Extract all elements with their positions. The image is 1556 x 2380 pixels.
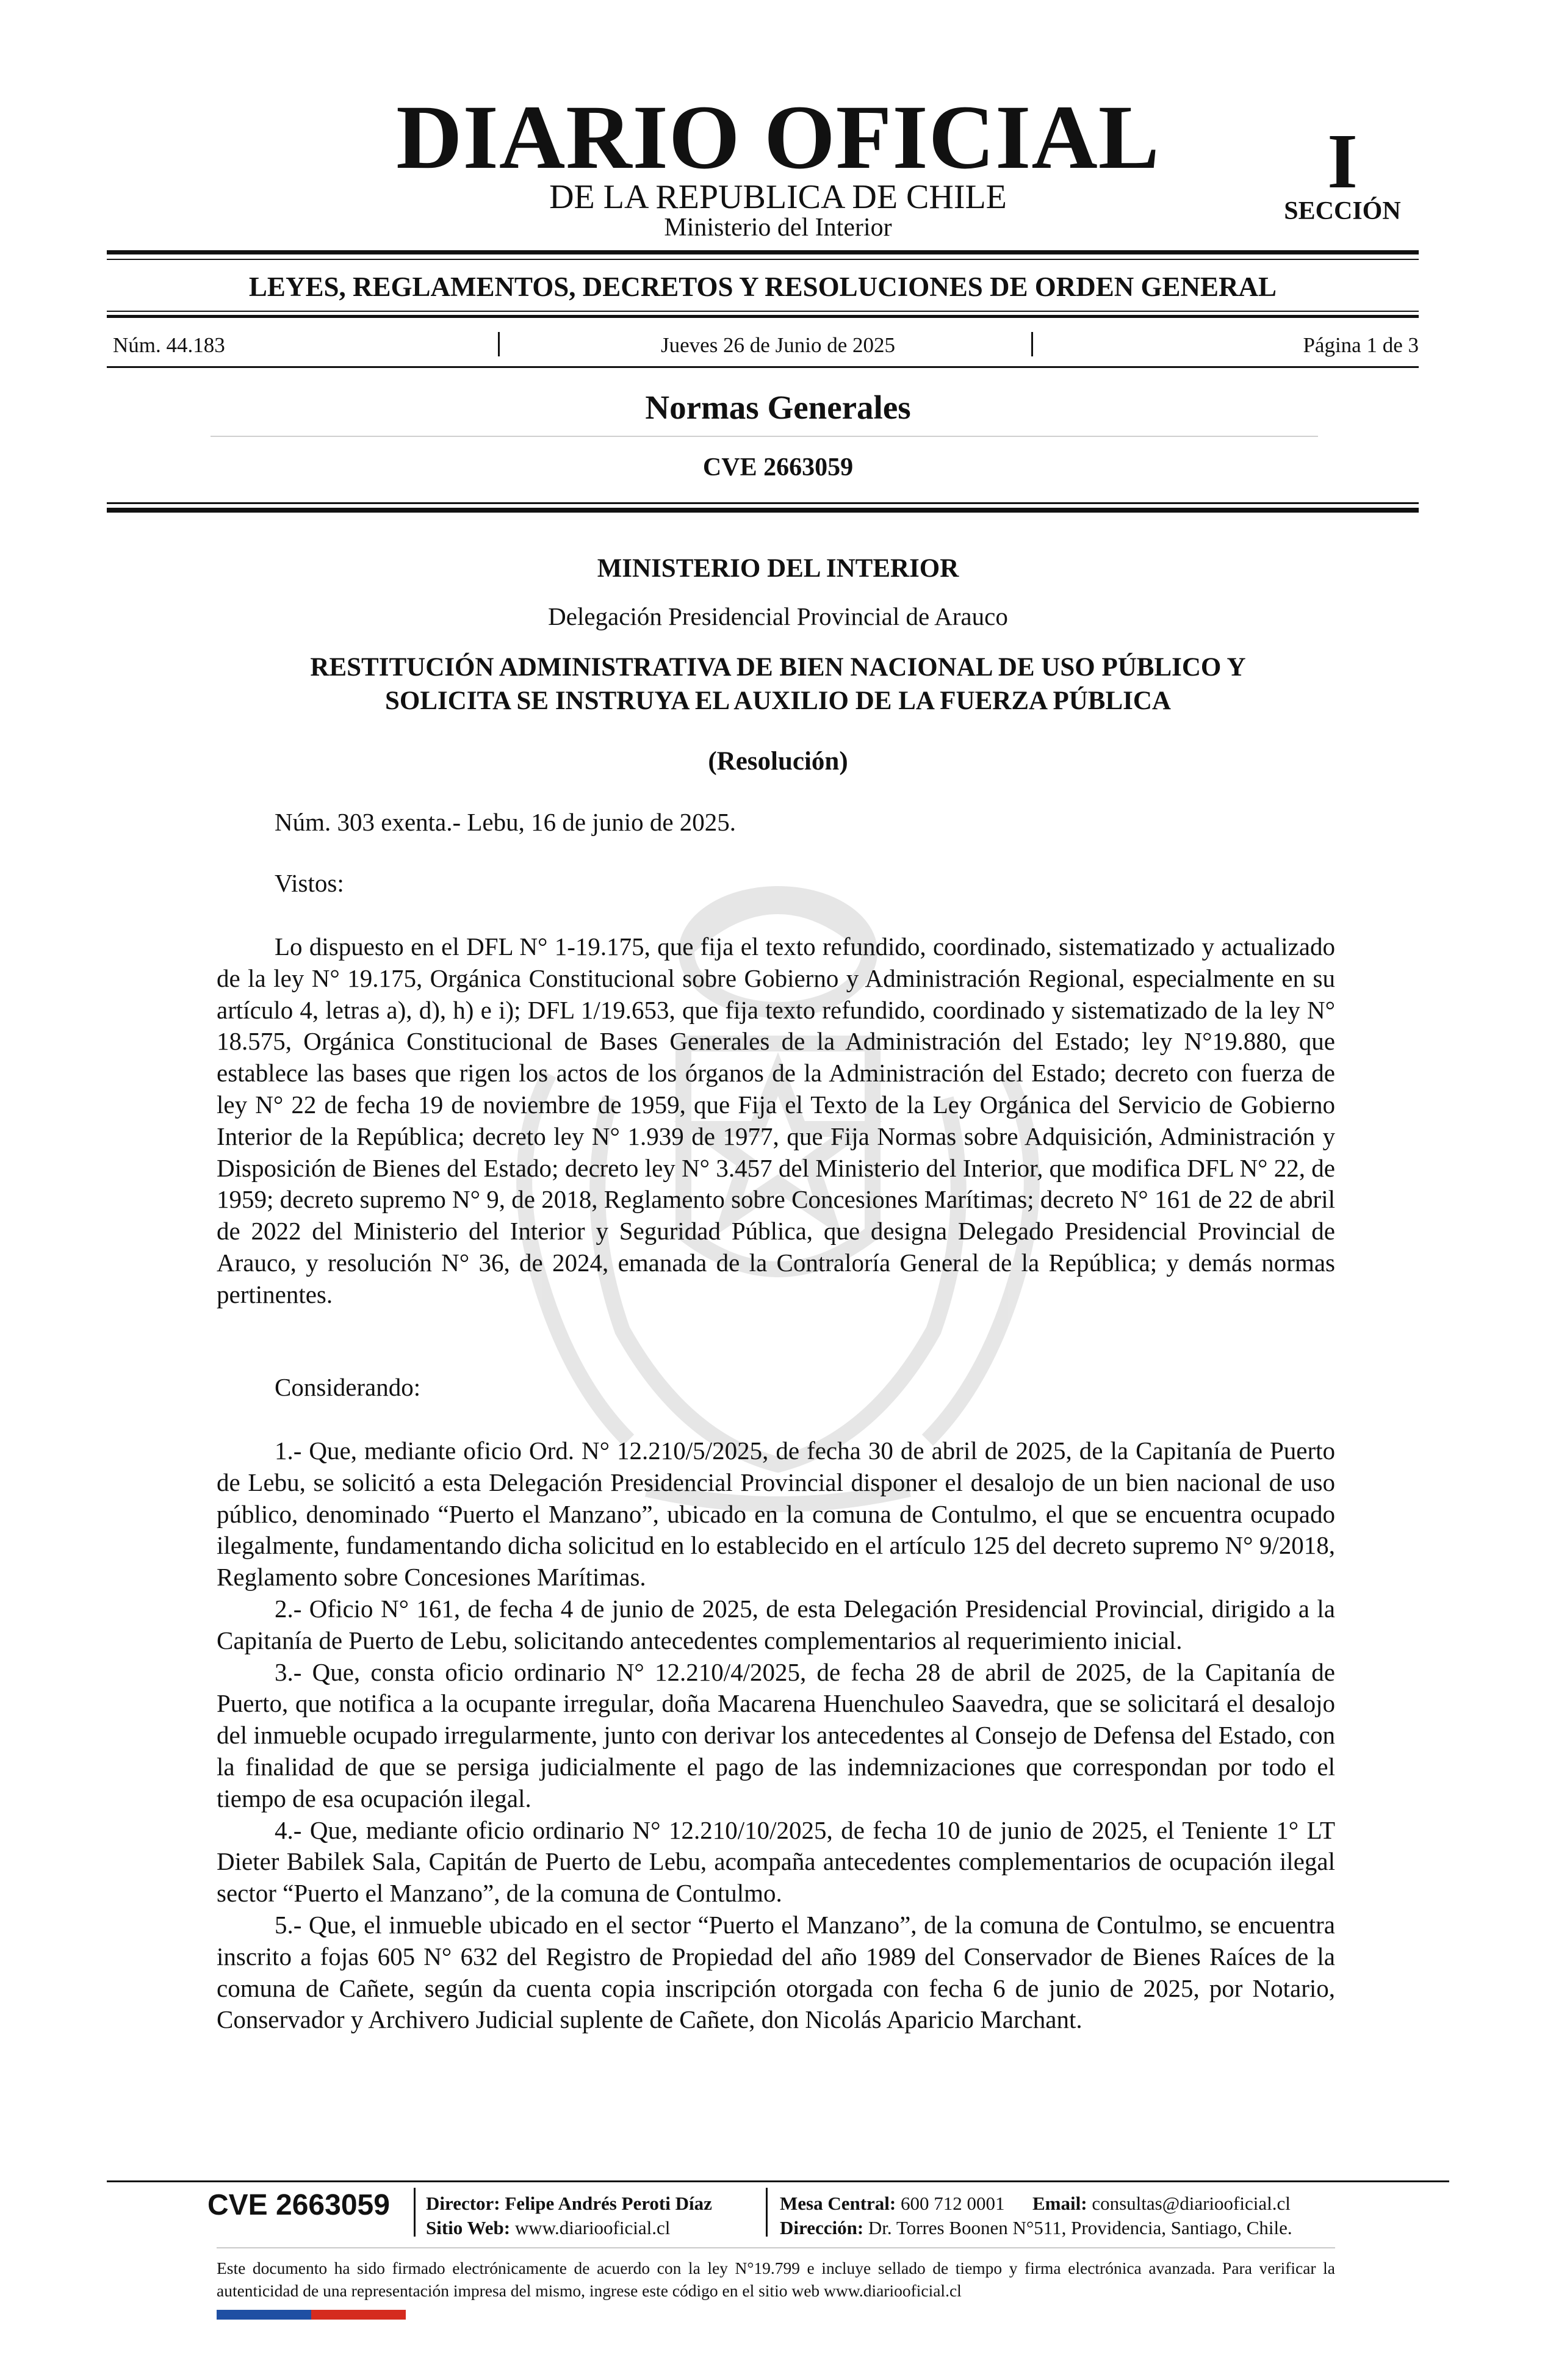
address-label: Dirección: [780, 2217, 864, 2238]
vistos-label: Vistos: [275, 869, 344, 897]
category-rule-thick [107, 315, 1419, 318]
section-title: Normas Generales [645, 389, 911, 426]
masthead-rule-thick [107, 250, 1419, 254]
resolution-number: Núm. 303 exenta.- Lebu, 16 de junio de 2025. [275, 808, 737, 836]
phone-label: Mesa Central: [780, 2193, 896, 2214]
considerando-paragraph: 4.- Que, mediante oficio ordinario N° 12.210/10/2025, de fecha 10 de junio de 2025, el Teniente 1° LT Dieter Babilek Sala, Capitán de Puerto de Lebu, acompaña antecedentes complementarios de ocupación ilegal sector “Puerto el Manzano”, de la comuna de Contulmo. [217, 1816, 1335, 1908]
address-text: Dr. Torres Boonen N°511, Providencia, Santiago, Chile. [868, 2217, 1292, 2238]
issue-number: Núm. 44.183 [113, 333, 225, 357]
considerando-paragraph: 2.- Oficio N° 161, de fecha 4 de junio de 2025, de esta Delegación Presidencial Provincial, dirigido a la Capitanía de Puerto de Lebu, solicitando antecedentes complementarios al requerimiento inicial. [217, 1594, 1335, 1654]
flag-blue-segment [217, 2310, 311, 2320]
delegation-name: Delegación Presidencial Provincial de Arauco [548, 602, 1008, 630]
considerando-body [217, 1435, 1335, 2036]
document-title [183, 651, 1373, 718]
footer-website [426, 2218, 670, 2237]
document-kind: (Resolución) [708, 747, 848, 776]
email-link[interactable]: consultas@diariooficial.cl [1092, 2193, 1291, 2214]
footer-cve-code: CVE 2663059 [207, 2189, 390, 2221]
director-label: Director: [426, 2193, 500, 2214]
cve-code: CVE 2663059 [702, 453, 854, 481]
footer-address [780, 2218, 1292, 2237]
flag-color-bar [217, 2310, 406, 2320]
considerando-paragraph: 5.- Que, el inmueble ubicado en el sector “Puerto el Manzano”, de la comuna de Contulmo, se encuentra inscrito a fojas 605 N° 632 del Registro de Propiedad del año 1989 del Conservador de Bienes Raíces de la comuna de Cañete, según da cuenta copia inscripción otorgada con fecha 6 de junio de 2025, por Notario, Conservador y Archivero Judicial suplente de Cañete, don Nicolás Aparicio Marchant. [217, 1910, 1335, 2034]
document-title-line: SOLICITA SE INSTRUYA EL AUXILIO DE LA FUERZA PÚBLICA [384, 687, 1171, 715]
masthead-subtitle: DE LA REPUBLICA DE CHILE [549, 178, 1007, 216]
vistos-body [217, 931, 1335, 1311]
meta-divider [1031, 332, 1033, 356]
footer-divider [766, 2188, 768, 2237]
signature-notice: Este documento ha sido firmado electrónicamente de acuerdo con la ley N°19.799 e incluye sellado de tiempo y firma electrónica avanzada. Para verificar la autenticidad de una representación impresa del mismo, ingrese este código en el sitio web www.diariooficial.cl [217, 2259, 1335, 2300]
director-name: Felipe Andrés Peroti Díaz [505, 2193, 712, 2214]
section-numeral: I [1327, 118, 1358, 204]
issue-date: Jueves 26 de Junio de 2025 [661, 333, 895, 357]
meta-rule [107, 366, 1419, 368]
publication-category: LEYES, REGLAMENTOS, DECRETOS Y RESOLUCIONES DE ORDEN GENERAL [248, 272, 1277, 302]
masthead-rule-thin [107, 259, 1419, 260]
header-rule-thin [107, 502, 1419, 504]
masthead-title: DIARIO OFICIAL [396, 87, 1160, 188]
section-title-underline [211, 436, 1318, 437]
flag-red-segment [311, 2310, 406, 2320]
document-title-line: RESTITUCIÓN ADMINISTRATIVA DE BIEN NACIONAL DE USO PÚBLICO Y [310, 653, 1246, 682]
phone-number: 600 712 0001 [901, 2193, 1005, 2214]
footer-divider [414, 2188, 416, 2237]
vistos-paragraph: Lo dispuesto en el DFL N° 1-19.175, que fija el texto refundido, coordinado, sistematizado y actualizado de la ley N° 19.175, Orgánica Constitucional sobre Gobierno y Administración Regional, especialmente en su artículo 4, letras a), d), h) e i); DFL 1/19.653, que fija texto refundido, coordinado y sistematizado de la ley N° 18.575, Orgánica Constitucional de Bases Generales de la Administración del Estado; ley N°19.880, que establece las bases que rigen los actos de los órganos de la Administración del Estado; decreto con fuerza de ley N° 22 de fecha 19 de noviembre de 1959, que Fija el Texto de la Ley Orgánica del Servicio de Gobierno Interior de la República; decreto ley N° 1.939 de 1977, que Fija Normas sobre Adquisición, Administración y Disposición de Bienes del Estado; decreto ley N° 3.457 del Ministerio del Interior, que modifica DFL N° 22, de 1959; decreto supremo N° 9, de 2018, Reglamento sobre Concesiones Marítimas; decreto N° 161 de 22 de abril de 2022 del Ministerio del Interior y Seguridad Pública, que designa Delegado Presidencial Provincial de Arauco, y resolución N° 36, de 2024, emanada de la Contraloría General de la República; y demás normas pertinentes. [217, 932, 1335, 1308]
considerando-paragraph: 3.- Que, consta oficio ordinario N° 12.210/4/2025, de fecha 28 de abril de 2025, de la Capitanía de Puerto, que notifica a la ocupante irregular, doña Macarena Huenchuleo Saavedra, que se solicitará el desalojo del inmueble ocupado irregularmente, junto con derivar los antecedentes al Consejo de Defensa del Estado, con la finalidad de que se persiga judicialmente el pago de las indemnizaciones que correspondan por todo el tiempo de esa ocupación ilegal. [217, 1657, 1335, 1812]
footer-rule [107, 2180, 1449, 2182]
considerando-paragraph: 1.- Que, mediante oficio Ord. N° 12.210/5/2025, de fecha 30 de abril de 2025, de la Capitanía de Puerto de Lebu, se solicitó a esta Delegación Presidencial Provincial disponer el desalojo de un bien nacional de uso público, denominado “Puerto el Manzano”, ubicado en la comuna de Contulmo, el que se encuentra ocupado ilegalmente, fundamentando dicha solicitud en lo establecido en el artículo 125 del decreto supremo N° 9/2018, Reglamento sobre Concesiones Marítimas. [217, 1437, 1335, 1592]
considerando-label: Considerando: [275, 1373, 421, 1401]
email-label: Email: [1032, 2193, 1087, 2214]
page-indicator: Página 1 de 3 [1303, 333, 1419, 357]
masthead-ministry: Ministerio del Interior [664, 214, 892, 242]
footer-director [426, 2194, 712, 2213]
website-link[interactable]: www.diariooficial.cl [514, 2217, 671, 2238]
header-rule-thick [107, 508, 1419, 513]
category-rule-thin [107, 311, 1419, 312]
section-label: SECCIÓN [1284, 197, 1401, 225]
website-label: Sitio Web: [426, 2217, 511, 2238]
ministry-heading: MINISTERIO DEL INTERIOR [597, 554, 959, 583]
footer-contact [780, 2194, 1291, 2213]
